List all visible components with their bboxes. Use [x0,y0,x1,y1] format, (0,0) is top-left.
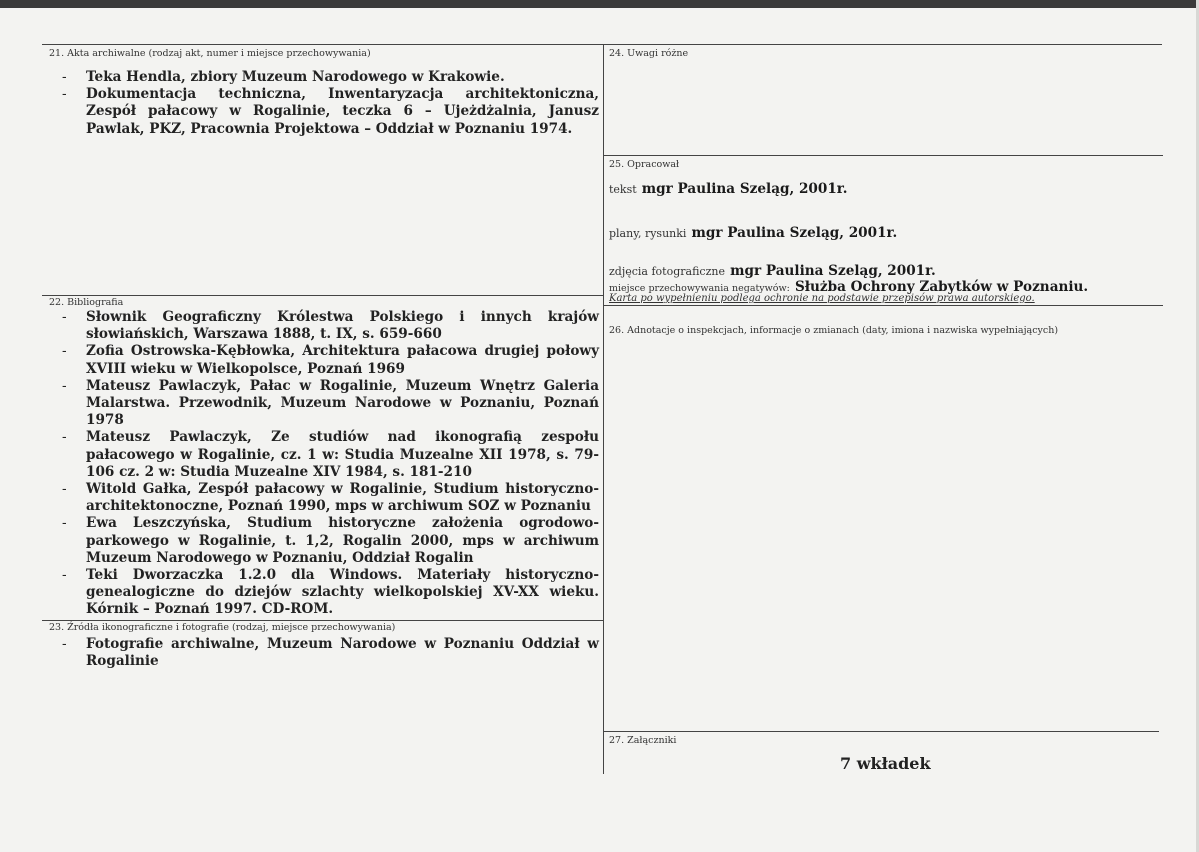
bibliography-item: - Witold Gałka, Zespół pałacowy w Rogalinie, Studium historyczno-architektonoczne, Poznań 1990, mps w archiwum SOZ w Poznaniu [48,481,599,515]
archive-item: - Teka Hendla, zbiory Muzeum Narodowego w Krakowie. [48,69,599,86]
iconography-item: - Fotografie archiwalne, Muzeum Narodowe w Poznaniu Oddział w Rogalinie [48,636,599,670]
divider-26-27 [603,731,1159,732]
negatives-value: Służba Ochrony Zabytków w Poznaniu. [794,279,1089,295]
plans-label: plany, rysunki [609,227,687,240]
bibliography-list [48,309,599,619]
bibliography-item: - Teki Dworzaczka 1.2.0 dla Windows. Materiały historyczno-genealogiczne do dziejów szlachty wielkopolskiej XV-XX wieku. Kórnik – Poznań 1997. CD-ROM. [48,567,599,619]
scan-top-edge [0,0,1199,8]
bibliography-item: - Ewa Leszczyńska, Studium historyczne założenia ogrodowo-parkowego w Rogalinie, t. 1,2, Rogalin 2000, mps w archiwum Muzeum Narodowego w Poznaniu, Oddział Rogalin [48,515,599,567]
text-label: tekst [609,183,637,196]
copyright-note-text: Karta po wypełnieniu podlega ochronie na podstawie przepisów prawa autorskiego. [609,293,1035,304]
photos-value: mgr Paulina Szeląg, 2001r. [730,263,936,279]
bibliography-item: - Mateusz Pawlaczyk, Pałac w Rogalinie, Muzeum Wnętrz Galeria Malarstwa. Przewodnik, Muzeum Narodowe w Poznaniu, Poznań 1978 [48,378,599,430]
negatives-label: miejsce przechowywania negatywów: [609,283,790,294]
author-text-field [609,178,847,197]
copyright-note [609,293,1035,304]
divider-25-26 [603,305,1163,306]
text-value: mgr Paulina Szeląg, 2001r. [641,181,848,197]
section-25-label: 25. Opracował [609,159,680,170]
archive-item: - Dokumentacja techniczna, Inwentaryzacja architektoniczna, Zespół pałacowy w Rogalinie, teczka 6 – Ujeżdżalnia, Janusz Pawlak, PKZ, Pracownia Projektowa – Oddział w Poznaniu 1974. [48,86,599,138]
section-27-label: 27. Załączniki [609,735,677,746]
iconography-list [48,636,599,670]
attachments-value: 7 wkładek [840,754,931,773]
divider-21-22 [42,295,603,296]
author-plans-field [609,222,897,241]
section-21-label: 21. Akta archiwalne (rodzaj akt, numer i miejsce przechowywania) [49,48,371,59]
plans-value: mgr Paulina Szeląg, 2001r. [691,225,898,241]
bibliography-item: - Słownik Geograficzny Królestwa Polskiego i innych krajów słowiańskich, Warszawa 1888, t. IX, s. 659-660 [48,309,599,343]
top-border [42,44,1162,45]
section-22-label: 22. Bibliografia [49,297,124,308]
section-23-label: 23. Źródła ikonograficzne i fotografie (rodzaj, miejsce przechowywania) [49,622,396,633]
bibliography-item: - Zofia Ostrowska-Kębłowka, Architektura pałacowa drugiej połowy XVIII wieku w Wielkopolsce, Poznań 1969 [48,343,599,377]
section-24-label: 24. Uwagi różne [609,48,689,59]
bibliography-item: - Mateusz Pawlaczyk, Ze studiów nad ikonografią zespołu pałacowego w Rogalinie, cz. 1 w: Studia Muzealne XII 1978, s. 79-106 cz. 2 w: Studia Muzealne XIV 1984, s. 181-210 [48,429,599,481]
section-21-list [48,69,599,138]
divider-22-23 [42,620,603,621]
photos-label: zdjęcia fotograficzne [609,265,725,278]
section-26-label: 26. Adnotacje o inspekcjach, informacje o zmianach (daty, imiona i nazwiska wypełniających) [609,325,1059,336]
column-divider [603,44,604,774]
divider-24-25 [603,155,1163,156]
